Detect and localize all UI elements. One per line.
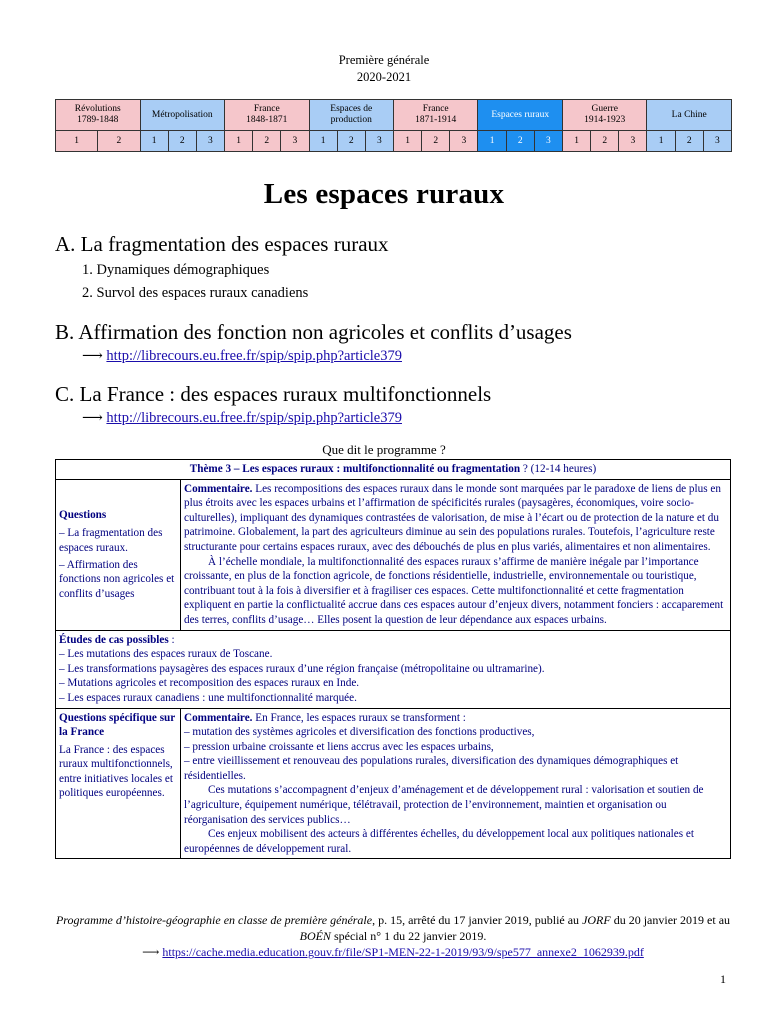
commentaire-france-intro: En France, les espaces ruraux se transforment : bbox=[252, 711, 466, 724]
chapter-part-link[interactable]: 2 bbox=[591, 131, 619, 152]
chapter-tab-dates: 1848-1871 bbox=[246, 115, 288, 125]
chapter-tab-dates: 1789-1848 bbox=[77, 115, 119, 125]
commentaire-france-p2: Ces mutations s’accompagnent d’enjeux d’aménagement et de développement rural : valorisation et soutien de l’agriculture, équipement numérique, télétravail, protection de l’environnement, maintien et organisation ou réorganisation des services publics… bbox=[184, 784, 704, 826]
page-title: Les espaces ruraux bbox=[263, 178, 505, 210]
chapter-part-link[interactable]: 3 bbox=[703, 131, 731, 152]
programme-table bbox=[55, 459, 731, 859]
questions-title: Questions bbox=[59, 508, 107, 521]
page-number: 1 bbox=[720, 972, 726, 986]
chapter-tab-dates: 1871-1914 bbox=[415, 115, 457, 125]
chapter-tab-label: Espaces de bbox=[330, 104, 373, 114]
commentaire-france-cell bbox=[181, 708, 731, 859]
arrow-icon: ⟶ bbox=[142, 945, 160, 959]
chapter-navigation bbox=[55, 99, 732, 152]
chapter-part-link[interactable]: 3 bbox=[619, 131, 647, 152]
theme-duration: ? (12-14 heures) bbox=[520, 463, 597, 475]
page-header bbox=[0, 52, 768, 86]
section-c-link[interactable]: http://librecours.eu.free.fr/spip/spip.php?article379 bbox=[106, 410, 402, 426]
section-b-link[interactable]: http://librecours.eu.free.fr/spip/spip.php?article379 bbox=[106, 348, 402, 364]
section-c-link-line bbox=[82, 407, 402, 430]
chapter-tab-label: Révolutions bbox=[74, 104, 121, 114]
citation-text: , p. 15, arrêté du 17 janvier 2019, publié au bbox=[372, 913, 583, 927]
commentaire-france-p3: Ces enjeux mobilisent des acteurs à différentes échelles, du développement local aux politiques nationales et européennes de développement rural. bbox=[184, 828, 694, 855]
chapter-tab-dates: 1914-1923 bbox=[584, 115, 626, 125]
chapter-tab-1[interactable] bbox=[56, 100, 141, 131]
commentaire-p1: Les recompositions des espaces ruraux dans le monde sont marquées par le paradoxe de liens de plus en plus étroits avec les espaces urbains et l’affirmation de spécificités rurales (paysagères, économiques, voire socio-culturelles), impliquant des dynamiques contrastées de valorisation, de mise à l’écart ou de protection de la nature et du patrimoine. Globalement, la part des agriculteurs diminue au sein des populations rurales. Toutefois, l’agriculture reste structurante pour certains espaces ruraux, avec des débouchés de plus en plus variés, alimentaires et non alimentaires. bbox=[184, 482, 721, 553]
class-level: Première générale bbox=[338, 53, 430, 67]
chapter-tab-3[interactable] bbox=[225, 100, 310, 131]
commentaire-france-item: – entre vieillissement et renouveau des populations rurales, diversification des dynamiques démographiques et résidentielles. bbox=[184, 755, 679, 782]
citation-jorf: JORF bbox=[582, 913, 611, 927]
chapter-part-link[interactable]: 3 bbox=[281, 131, 309, 152]
questions-france-text: La France : des espaces ruraux multifonctionnels, entre initiatives locales et politiques européennes. bbox=[59, 743, 174, 800]
school-year: 2020-2021 bbox=[356, 70, 412, 84]
chapter-part-link[interactable]: 1 bbox=[478, 131, 506, 152]
question-item: – La fragmentation des espaces ruraux. bbox=[59, 527, 163, 554]
chapter-part-link[interactable]: 2 bbox=[253, 131, 281, 152]
citation-title: Programme d’histoire-géographie en classe de première générale bbox=[55, 913, 373, 927]
chapter-tab-5[interactable] bbox=[393, 100, 478, 131]
section-b-title: B. Affirmation des fonction non agricoles et conflits d’usages bbox=[55, 320, 572, 344]
commentaire-p2: À l’échelle mondiale, la multifonctionnalité des espaces ruraux s’affirme de manière inégale par l’importance croissante, en plus de la fonction agricole, de fonctions résidentielle, industrielle, environnementale ou touristique, contribuant tout à la fois à diversifier et à fragiliser ces espaces. Cette multifonctionnalité et cette fragmentation expliquent en partie la conflictualité accrue dans ces espaces autour d’enjeux divers, notamment fonciers : accaparement des terres, conflits d’usage… Elles posent la question de leur dépendance aux espaces urbains. bbox=[184, 555, 724, 626]
arrow-icon: ⟶ bbox=[82, 348, 103, 364]
chapter-part-link[interactable]: 3 bbox=[196, 131, 224, 152]
chapter-part-link[interactable]: 3 bbox=[450, 131, 478, 152]
citation-link[interactable]: https://cache.media.education.gouv.fr/file/SP1-MEN-22-1-2019/93/9/spe577_annexe2_1062939.pdf bbox=[162, 945, 644, 959]
chapter-tab-7[interactable] bbox=[562, 100, 647, 131]
section-a-item-1: 1. Dynamiques démographiques bbox=[82, 262, 270, 278]
chapter-part-link[interactable]: 1 bbox=[140, 131, 168, 152]
citation-boen: BOÉN bbox=[299, 929, 331, 943]
chapter-part-link[interactable]: 1 bbox=[225, 131, 253, 152]
section-a-list bbox=[82, 259, 308, 305]
etude-item: – Les mutations des espaces ruraux de Toscane. bbox=[59, 648, 273, 661]
questions-france-cell bbox=[56, 708, 181, 859]
chapter-part-link[interactable]: 2 bbox=[337, 131, 365, 152]
etude-item: – Mutations agricoles et recomposition des espaces ruraux en Inde. bbox=[59, 677, 360, 690]
chapter-part-link[interactable]: 2 bbox=[506, 131, 534, 152]
etude-item: – Les transformations paysagères des espaces ruraux d’une région française (métropolitaine ou ultramarine). bbox=[59, 662, 545, 675]
citation-text: spécial n° 1 du 22 janvier 2019. bbox=[330, 929, 487, 943]
chapter-part-link[interactable]: 1 bbox=[647, 131, 675, 152]
chapter-part-link[interactable]: 2 bbox=[422, 131, 450, 152]
programme-citation bbox=[55, 912, 731, 960]
chapter-part-link[interactable]: 3 bbox=[365, 131, 393, 152]
commentaire-france-label: Commentaire. bbox=[184, 711, 253, 724]
chapter-part-link[interactable]: 1 bbox=[56, 131, 98, 152]
section-b-link-line bbox=[82, 345, 402, 368]
etude-item: – Les espaces ruraux canadiens : une multifonctionnalité marquée. bbox=[59, 691, 357, 704]
theme-row bbox=[56, 460, 731, 480]
question-item: – Affirmation des fonctions non agricoles et conflits d’usages bbox=[59, 558, 175, 600]
chapter-part-link[interactable]: 1 bbox=[393, 131, 421, 152]
citation-text: du 20 janvier 2019 et au bbox=[610, 913, 731, 927]
chapter-part-link[interactable]: 2 bbox=[168, 131, 196, 152]
section-a-title: A. La fragmentation des espaces ruraux bbox=[55, 232, 389, 256]
chapter-part-link[interactable]: 2 bbox=[675, 131, 703, 152]
chapter-tab-label: France bbox=[253, 104, 280, 114]
commentaire-label: Commentaire. bbox=[184, 482, 253, 495]
questions-france-title: Questions spécifique sur la France bbox=[59, 711, 176, 739]
chapter-part-link[interactable]: 1 bbox=[309, 131, 337, 152]
theme-title: Thème 3 – Les espaces ruraux : multifonctionnalité ou fragmentation bbox=[189, 463, 521, 475]
chapter-tab-label: Guerre bbox=[591, 104, 618, 114]
chapter-tab-4[interactable] bbox=[309, 100, 393, 131]
chapter-tab-2[interactable] bbox=[140, 100, 224, 131]
chapter-part-link[interactable]: 3 bbox=[534, 131, 562, 152]
arrow-icon: ⟶ bbox=[82, 410, 103, 426]
chapter-tab-dates: production bbox=[330, 115, 372, 125]
etudes-cell bbox=[56, 630, 731, 708]
chapter-tab-8[interactable] bbox=[647, 100, 731, 131]
chapter-tab-label: France bbox=[422, 104, 449, 114]
programme-caption: Que dit le programme ? bbox=[322, 442, 446, 457]
questions-cell bbox=[56, 479, 181, 630]
etudes-title: Études de cas possibles bbox=[59, 633, 169, 646]
commentaire-cell bbox=[181, 479, 731, 630]
commentaire-france-item: – pression urbaine croissante et liens accrus avec les espaces urbains, bbox=[184, 740, 494, 753]
chapter-part-link[interactable]: 1 bbox=[562, 131, 590, 152]
section-a-item-2: 2. Survol des espaces ruraux canadiens bbox=[82, 285, 309, 301]
chapter-tab-label: Métropolisation bbox=[151, 109, 213, 120]
commentaire-france-item: – mutation des systèmes agricoles et diversification des fonctions productives, bbox=[184, 726, 535, 739]
etudes-colon: : bbox=[168, 633, 175, 646]
chapter-tab-label: Espaces ruraux bbox=[491, 109, 550, 120]
chapter-tab-6[interactable] bbox=[478, 100, 563, 131]
chapter-part-link[interactable]: 2 bbox=[98, 131, 140, 152]
chapter-tab-label: La Chine bbox=[671, 109, 707, 120]
section-c-title: C. La France : des espaces ruraux multifonctionnels bbox=[55, 382, 492, 406]
